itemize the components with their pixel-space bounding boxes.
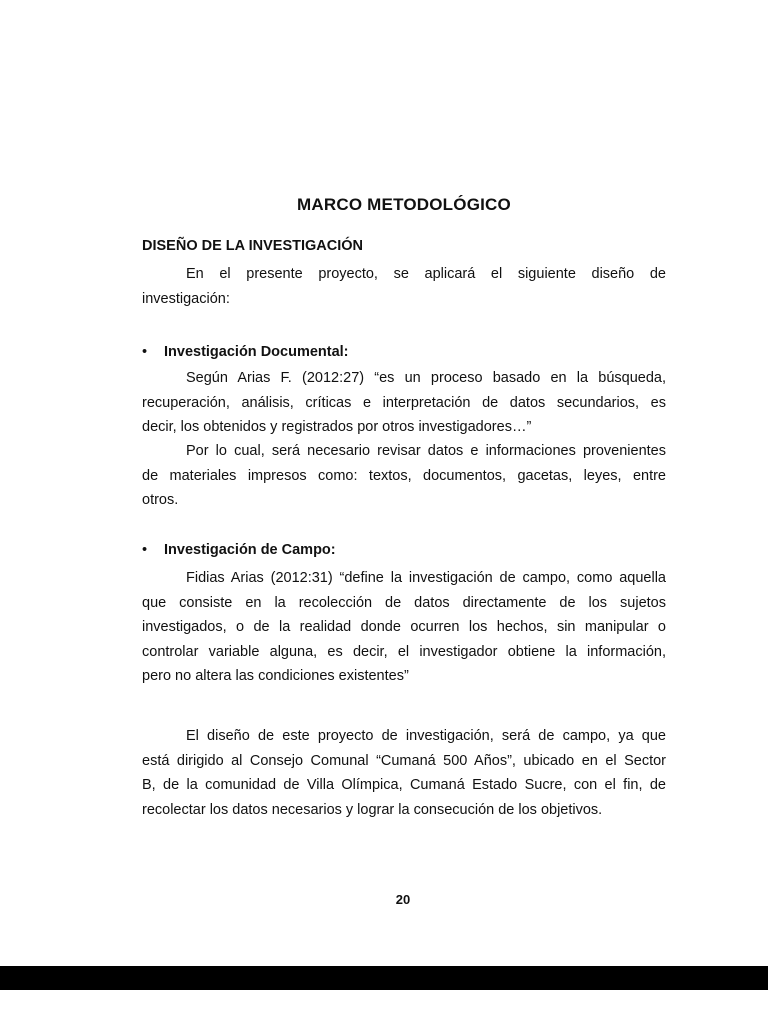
conclusion-line: está dirigido al Consejo Comunal “Cumaná 500 Años”, ubicado en el Sector bbox=[142, 752, 666, 769]
quote-line: que consiste en la recolección de datos directamente de los sujetos bbox=[142, 594, 666, 611]
conclusion-line: El diseño de este proyecto de investigación, será de campo, ya que bbox=[186, 728, 666, 744]
followup-line: otros. bbox=[142, 492, 179, 508]
followup-line: de materiales impresos como: textos, documentos, gacetas, leyes, entre bbox=[142, 467, 666, 484]
bottom-margin bbox=[0, 990, 768, 1024]
quote-line: Fidias Arias (2012:31) “define la investigación de campo, como aquella bbox=[186, 570, 666, 586]
documental-quote-paragraph bbox=[142, 366, 666, 440]
quote-line: investigados, o de la realidad donde ocurren los hechos, sin manipular o bbox=[142, 619, 666, 635]
page-number: 20 bbox=[395, 892, 411, 907]
quote-line: pero no altera las condiciones existentes” bbox=[142, 668, 409, 684]
campo-quote-paragraph bbox=[142, 566, 666, 689]
documental-followup-paragraph bbox=[142, 439, 666, 513]
quote-line: recuperación, análisis, críticas e interpretación de datos secundarios, es bbox=[142, 394, 666, 411]
bullet-marker: • bbox=[142, 542, 148, 558]
intro-line: investigación: bbox=[142, 290, 230, 307]
intro-line: En el presente proyecto, se aplicará el siguiente diseño de bbox=[186, 266, 666, 282]
conclusion-line: recolectar los datos necesarios y lograr la consecución de los objetivos. bbox=[142, 801, 603, 818]
bottom-black-bar bbox=[0, 966, 768, 990]
quote-line: Según Arias F. (2012:27) “es un proceso basado en la búsqueda, bbox=[186, 370, 666, 386]
bullet-label: Investigación Documental: bbox=[164, 344, 349, 360]
quote-line: decir, los obtenidos y registrados por otros investigadores…” bbox=[142, 419, 532, 435]
intro-paragraph bbox=[142, 262, 666, 311]
quote-line: controlar variable alguna, es decir, el investigador obtiene la información, bbox=[142, 643, 666, 660]
conclusion-paragraph bbox=[142, 724, 666, 822]
bullet-label: Investigación de Campo: bbox=[164, 542, 336, 558]
bullet-marker: • bbox=[142, 344, 148, 360]
conclusion-line: B, de la comunidad de Villa Olímpica, Cumaná Estado Sucre, con el fin, de bbox=[142, 777, 666, 793]
section-heading: DISEÑO DE LA INVESTIGACIÓN bbox=[142, 238, 364, 254]
page-title: MARCO METODOLÓGICO bbox=[297, 195, 511, 214]
bullet-campo bbox=[142, 542, 336, 558]
followup-line: Por lo cual, será necesario revisar datos e informaciones provenientes bbox=[186, 443, 666, 459]
bullet-documental bbox=[142, 344, 349, 360]
